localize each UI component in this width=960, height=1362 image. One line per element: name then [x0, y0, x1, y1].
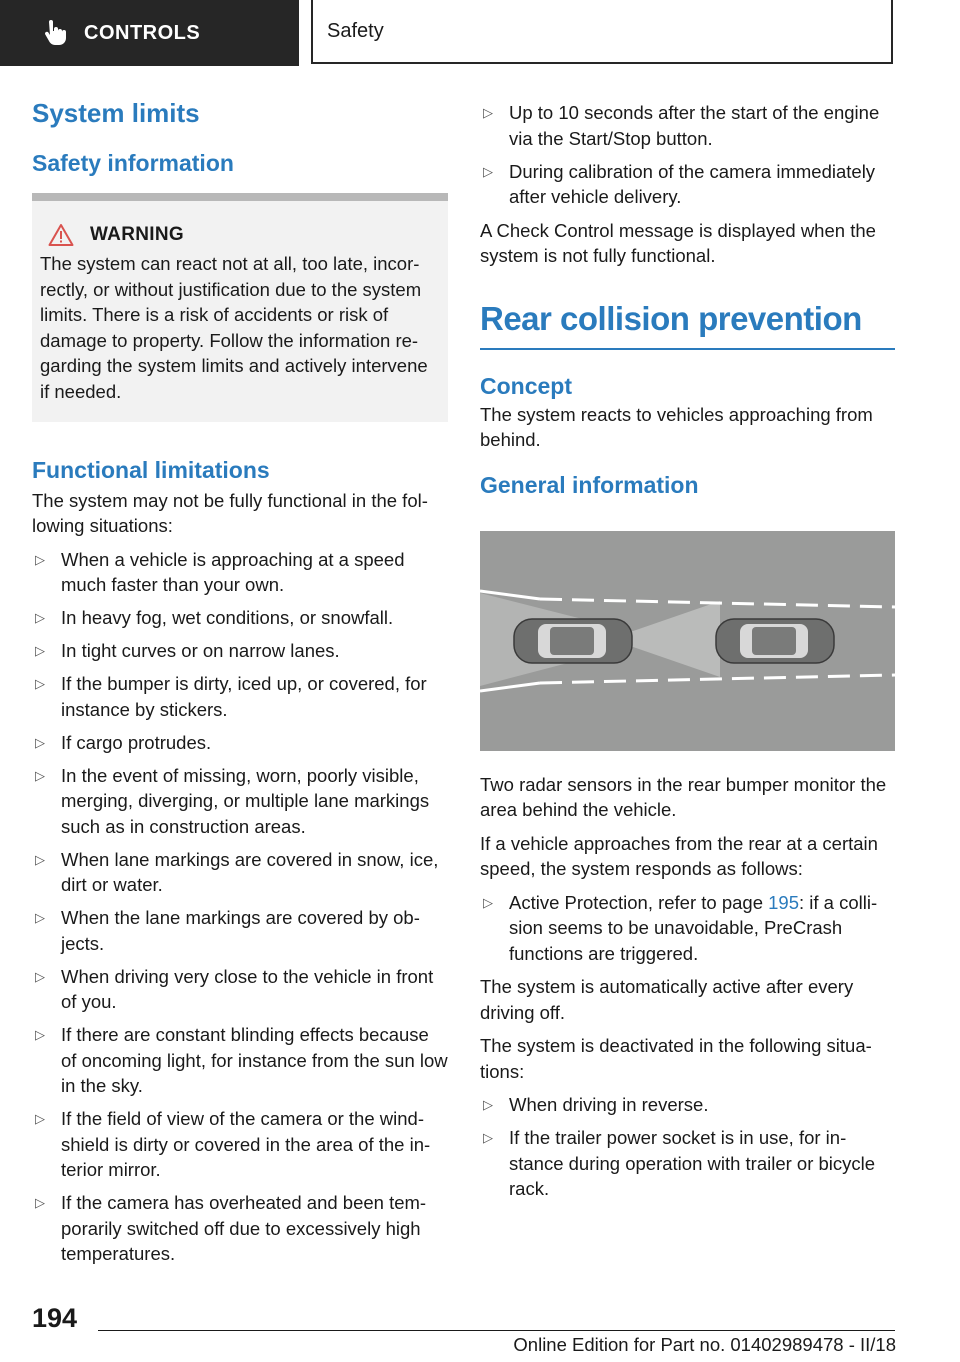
page-number: 194: [32, 1303, 78, 1333]
warning-header: [40, 223, 440, 247]
section-tab[interactable]: [311, 0, 893, 64]
warning-triangle-icon: [48, 223, 74, 247]
list-item: ▷ When the lane markings are covered by ob-jects.: [35, 907, 420, 954]
bullet-triangle-icon: ▷: [35, 851, 45, 867]
list-item: ▷ If the field of view of the camera or the wind-shield is dirty or covered in the area of the in-terior mirror.: [35, 1108, 431, 1181]
bullet-triangle-icon: ▷: [35, 1027, 45, 1043]
page-reference-link[interactable]: 195: [768, 891, 800, 913]
auto-active-text: The system is automatically active after every driving off.: [480, 976, 854, 1023]
chapter-tab-label: CONTROLS: [84, 21, 201, 44]
list-item: ▷ Active Protection, refer to page 195: if a colli-sion seems to be unavoidable, PreCrash functions are triggered.: [483, 891, 878, 964]
warning-box: [32, 193, 448, 422]
concept-heading: Concept: [480, 373, 572, 400]
functional-limitations-heading: Functional limitations: [32, 457, 270, 484]
list-item: ▷ During calibration of the camera immediately after vehicle delivery.: [483, 160, 876, 207]
response-list: [480, 890, 895, 967]
list-item: ▷ If the camera has overheated and been tem-porarily switched off due to excessively high temperatures.: [35, 1192, 427, 1265]
chapter-tab[interactable]: [0, 0, 299, 66]
list-item: ▷ When driving in reverse.: [480, 1092, 895, 1118]
bullet-triangle-icon: ▷: [483, 105, 493, 120]
check-control-text: A Check Control message is displayed when the system is not fully functional.: [480, 219, 876, 266]
deactivated-text: The system is deactivated in the following situa-tions:: [480, 1035, 872, 1082]
bullet-triangle-icon: ▷: [35, 910, 45, 926]
bullet-triangle-icon: ▷: [35, 767, 45, 783]
right-column: [480, 100, 895, 1210]
page-header: [0, 0, 960, 66]
bullet-triangle-icon: ▷: [483, 163, 493, 179]
list-item: ▷ When a vehicle is approaching at a speed much faster than your own.: [35, 548, 405, 596]
rear-collision-illustration: [480, 531, 895, 751]
section-tab-label: Safety: [327, 19, 384, 42]
warning-label: WARNING: [90, 224, 184, 246]
bullet-triangle-icon: ▷: [35, 676, 45, 692]
bullet-triangle-icon: ▷: [35, 1195, 45, 1211]
rear-vehicle: [514, 619, 632, 663]
functional-intro: The system may not be fully functional in the fol-lowing situations:: [32, 489, 428, 537]
list-item: ▷ When lane markings are covered in snow, ice, dirt or water.: [35, 848, 439, 896]
list-item: ▷ If there are constant blinding effects because of oncoming light, for instance from the sun low in the sky.: [35, 1024, 448, 1097]
list-item: ▷ If the bumper is dirty, iced up, or covered, for instance by stickers.: [35, 673, 427, 720]
bullet-triangle-icon: ▷: [35, 551, 45, 567]
rear-collision-prevention-title: Rear collision prevention: [480, 289, 895, 351]
bullet-triangle-icon: ▷: [35, 643, 45, 659]
list-item: ▷ In tight curves or on narrow lanes.: [32, 638, 448, 664]
system-limits-list-continued: [480, 100, 895, 210]
bullet-triangle-icon: ▷: [483, 894, 493, 910]
bullet-triangle-icon: ▷: [35, 968, 45, 984]
list-item: ▷ Up to 10 seconds after the start of the engine via the Start/Stop button.: [483, 102, 880, 149]
system-limits-title: System limits: [32, 98, 200, 128]
concept-text: The system reacts to vehicles approaching from behind.: [480, 403, 873, 451]
footer-divider: [98, 1330, 895, 1331]
list-item: ▷ If cargo protrudes.: [32, 730, 448, 756]
list-item: ▷ In heavy fog, wet conditions, or snowfall.: [32, 605, 448, 631]
bullet-triangle-icon: ▷: [35, 734, 45, 750]
general-information-heading: General information: [480, 471, 699, 498]
bullet-triangle-icon: ▷: [483, 1130, 493, 1146]
safety-information-heading: Safety information: [32, 150, 234, 177]
warning-text: The system can react not at all, too late, incor-rectly, or without justification due to the system limits. There is a risk of accidents or risk of damage to property. Follow the information re-garding the system limits and actively intervene if needed.: [40, 253, 428, 402]
deactivation-list: [480, 1092, 895, 1202]
list-item: ▷ When driving very close to the vehicle in front of you.: [35, 965, 434, 1013]
front-vehicle: [716, 619, 834, 663]
list-item: ▷ In the event of missing, worn, poorly visible, merging, diverging, or multiple lane markings such as in construction areas.: [35, 764, 430, 837]
list-item: ▷ If the trailer power socket is in use, for in-stance during operation with trailer or bicycle rack.: [483, 1127, 876, 1200]
approach-text: If a vehicle approaches from the rear at a certain speed, the system responds as follows:: [480, 832, 878, 880]
left-column: [32, 98, 448, 1275]
functional-limitations-list: [32, 547, 448, 1267]
bullet-triangle-icon: ▷: [35, 1111, 45, 1127]
bullet-triangle-icon: ▷: [483, 1097, 493, 1113]
radar-sensors-text: Two radar sensors in the rear bumper monitor the area behind the vehicle.: [480, 773, 887, 821]
edition-text: Online Edition for Part no. 01402989478 - II/18: [513, 1334, 896, 1355]
bullet-triangle-icon: ▷: [35, 610, 45, 626]
hand-pointer-icon: [40, 19, 68, 47]
